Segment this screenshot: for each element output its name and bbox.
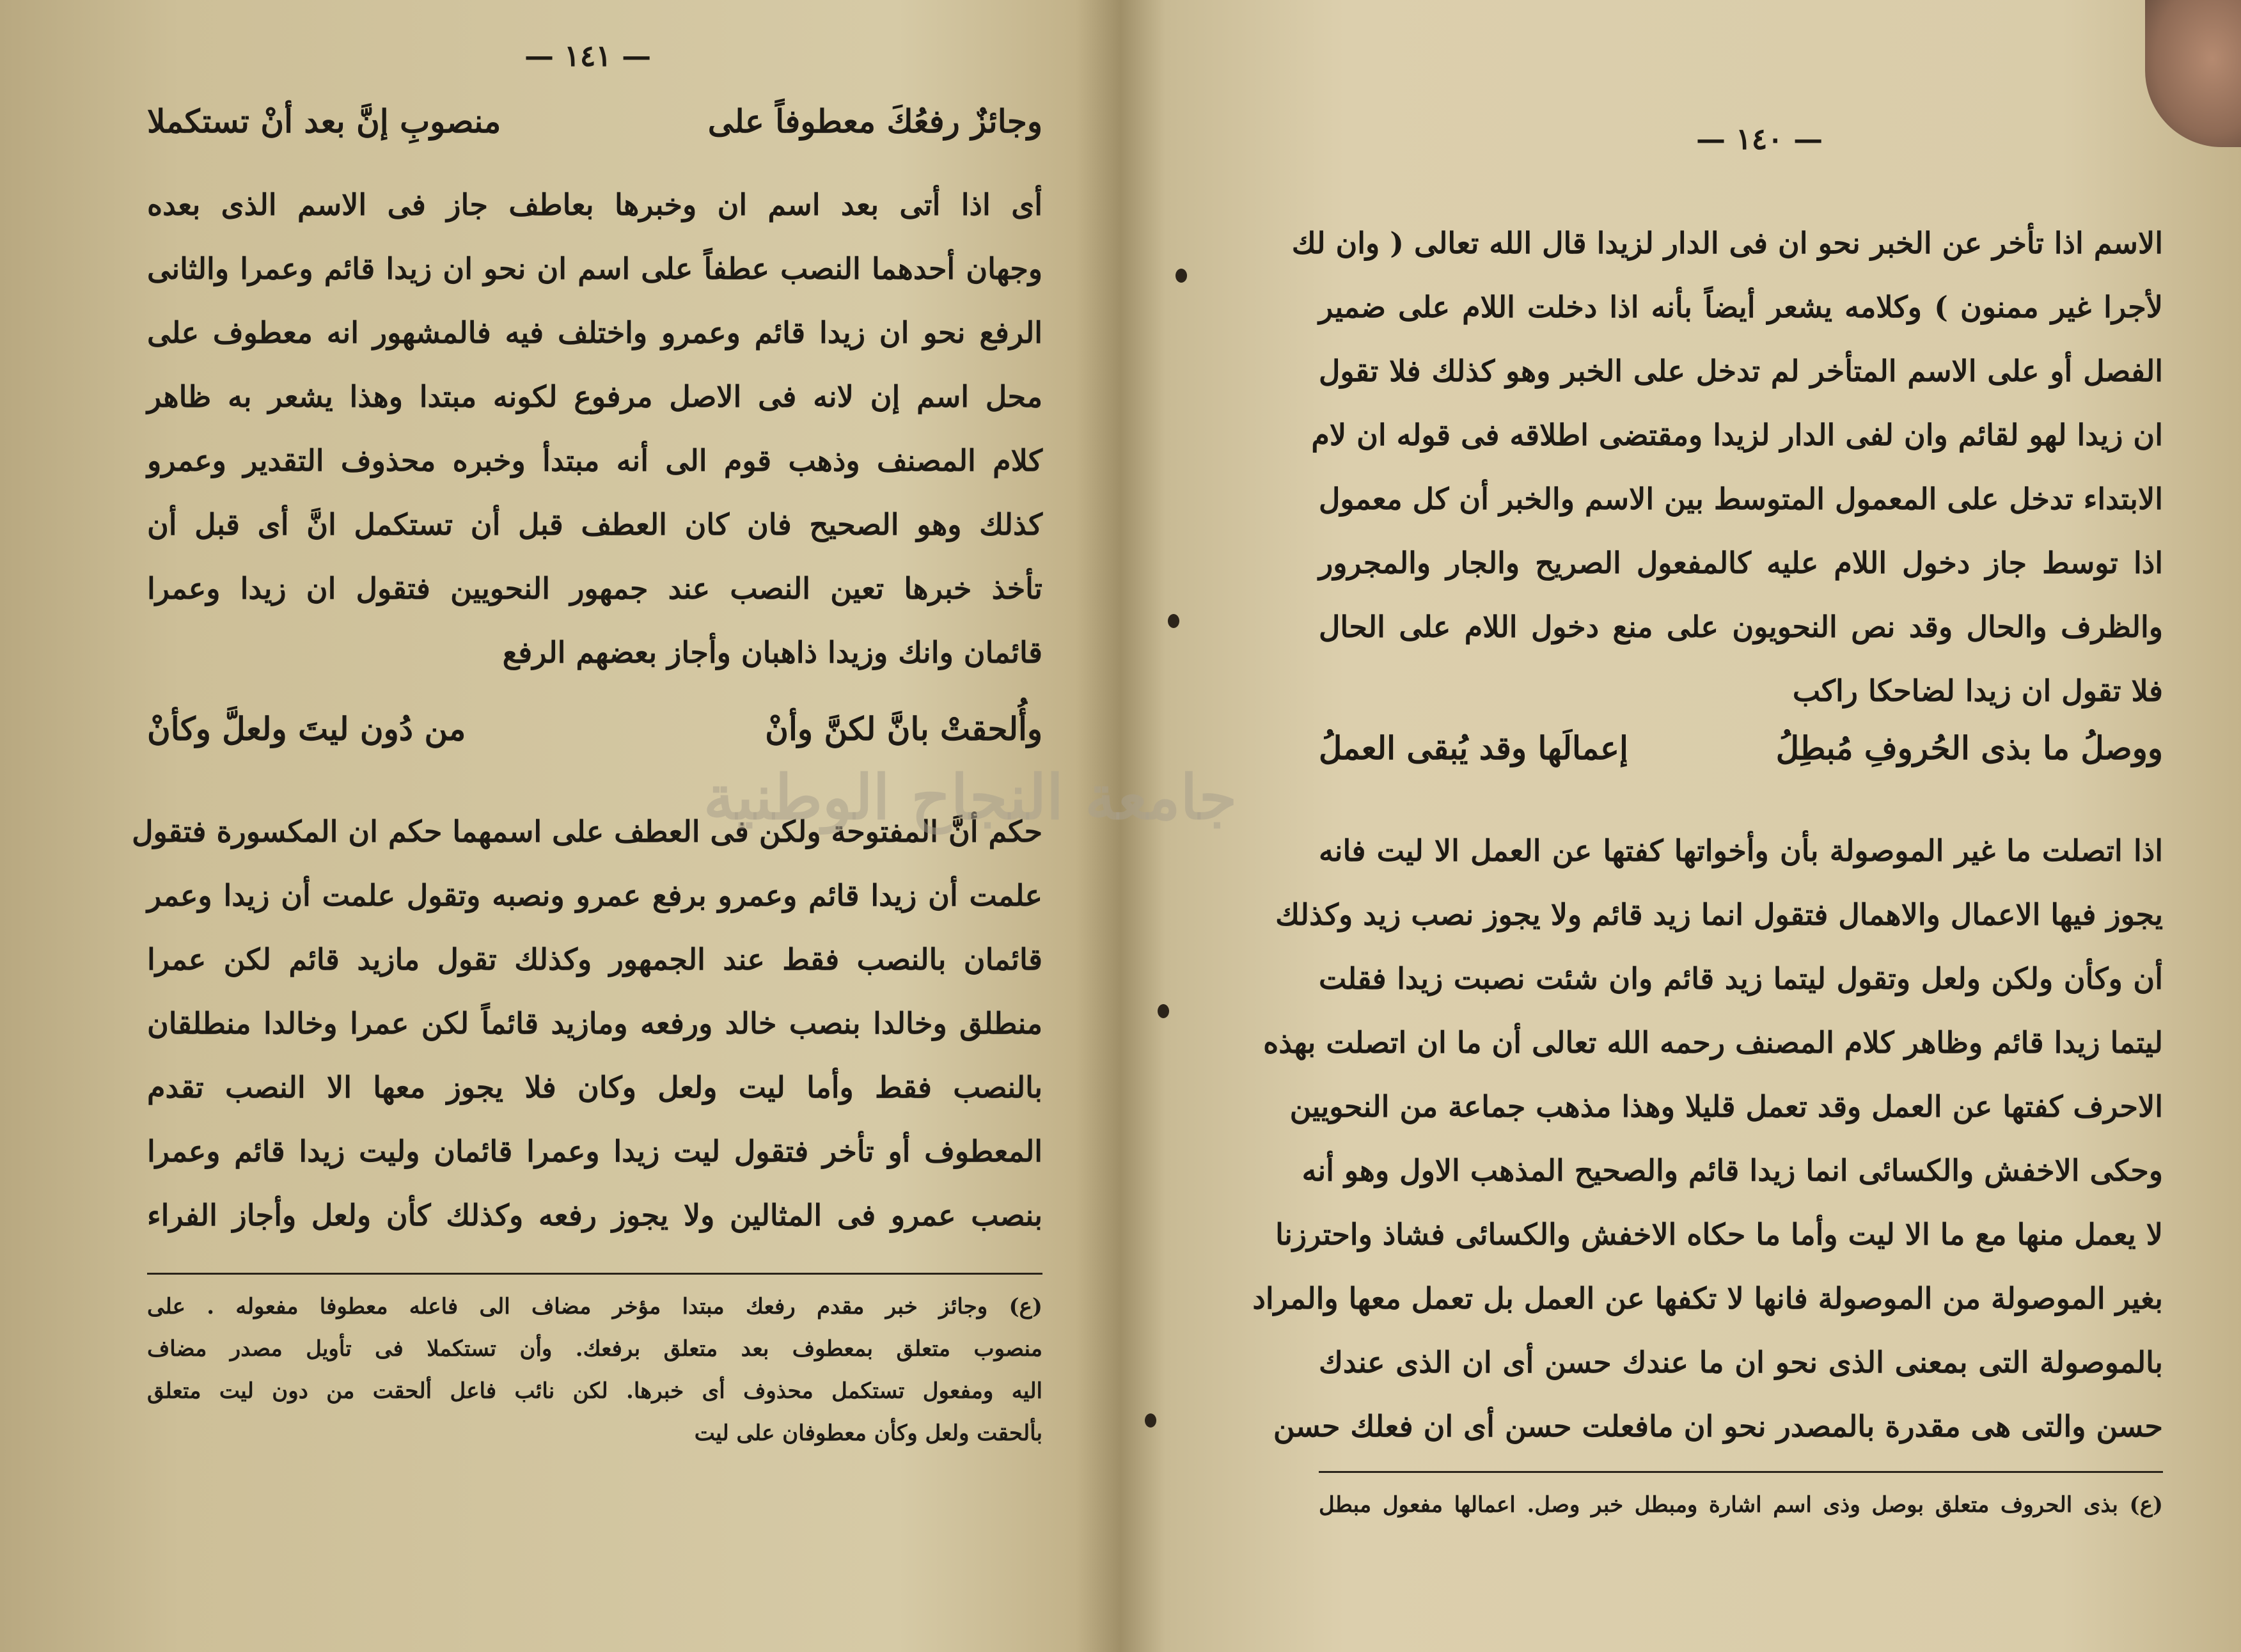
verse-2	[147, 710, 1042, 767]
verse-right-hemistich: ووصلُ ما بذى الحُروفِ مُبطِلُ	[1775, 729, 2163, 767]
text-line: حكم أنَّ المفتوحة ولكن فى العطف على اسمهما حكم ان المكسورة فتقول	[132, 814, 1042, 849]
text-line: ليتما زيدا قائم وظاهر كلام المصنف رحمه الله تعالى أن ما ان اتصلت بهذه	[1263, 1025, 2163, 1060]
verse-1-left-hemistich: منصوبِ إنَّ بعد أنْ تستكملا	[147, 102, 501, 140]
verse-2-right-hemistich: وأُلحقتْ بانَّ لكنَّ وأنْ	[765, 710, 1042, 748]
text-line: بالنصب فقط وأما ليت ولعل وكان فلا يجوز معها الا النصب تقدم	[147, 1070, 1042, 1105]
page-number: — ١٤٠ —	[1696, 122, 1823, 156]
paragraph-2	[132, 799, 1042, 1247]
footnotes	[147, 1286, 1042, 1454]
text-line: وجهان أحدهما النصب عطفاً على اسم ان نحو ان زيدا قائم وعمرا والثانى	[147, 251, 1042, 286]
text-line: كلام المصنف وذهب قوم الى أنه مبتدأ وخبره محذوف التقدير وعمرو	[147, 443, 1042, 478]
right-page	[1120, 0, 2241, 1652]
text-line: فلا تقول ان زيدا لضاحكا راكب	[1792, 673, 2163, 708]
text-line: تأخذ خبرها تعين النصب عند جمهور النحويين فتقول ان زيدا وعمرا	[147, 571, 1042, 606]
page-number: — ١٤١ —	[524, 38, 652, 73]
text-line: لا يعمل منها مع ما الا ليت وأما ما حكاه الاخفش والكسائى فشاذ واحترزنا	[1275, 1217, 2163, 1252]
text-line: أن وكأن ولكن ولعل وتقول ليتما زيد قائم وان شئت نصبت زيدا فقلت	[1319, 961, 2163, 996]
footnote-rule	[147, 1273, 1042, 1275]
text-line: بغير الموصولة من الموصولة فانها لا تكفها عن العمل بل تعمل معها والمراد	[1252, 1281, 2163, 1316]
verse-1	[147, 102, 1042, 160]
text-line: اذا توسط جاز دخول اللام عليه كالمفعول الصريح والجار والمجرور	[1319, 546, 2163, 580]
text-line: وحكى الاخفش والكسائى انما زيدا قائم والصحيح المذهب الاول وهو أنه	[1301, 1153, 2163, 1188]
text-line: الابتداء تدخل على المعمول المتوسط بين الاسم والخبر أن كل معمول	[1319, 482, 2164, 516]
text-line: يجوز فيها الاعمال والاهمال فتقول انما زيد قائم ولا يجوز نصب زيد وكذلك	[1275, 897, 2163, 932]
text-line: والظرف والحال وقد نص النحويون على منع دخول اللام على الحال	[1319, 610, 2163, 644]
text-line: ان زيدا لهو لقائم وان لفى الدار لزيدا ومقتضى اطلاقه فى قوله ان لام	[1311, 418, 2163, 452]
footnotes	[1319, 1484, 2163, 1526]
verse-left-hemistich: إعمالَها وقد يُبقى العملُ	[1319, 729, 1628, 767]
text-line: بنصب عمرو فى المثالين ولا يجوز رفعه وكذلك كأن ولعل وأجاز الفراء	[147, 1198, 1042, 1232]
watermark: جامعة النجاح الوطنية	[704, 761, 1238, 833]
footnote-line: (ع) وجائز خبر مقدم رفعك مبتدا مؤخر مضاف الى فاعله معطوفا مفعوله . على	[147, 1294, 1042, 1319]
text-line: لأجرا غير ممنون ) وكلامه يشعر أيضاً بأنه اذا دخلت اللام على ضمير	[1319, 290, 2163, 324]
text-line: قائمان وانك وزيدا ذاهبان وأجاز بعضهم الرفع	[502, 635, 1042, 670]
footnote-line: منصوب متعلق بمعطوف بعد متعلق برفعك. وأن تستكملا فى تأويل مصدر مضاف	[147, 1336, 1042, 1362]
footnote-line: اليه ومفعول تستكمل محذوف أى خبرها. لكن نائب فاعل ألحقت من دون ليت متعلق	[147, 1378, 1042, 1404]
verse-2-left-hemistich: من دُون ليتَ ولعلَّ وكأنْ	[147, 710, 466, 748]
text-line: كذلك وهو الصحيح فان كان العطف قبل أن تستكمل انَّ أى قبل أن	[147, 507, 1042, 542]
verse	[1319, 729, 2163, 787]
text-line: الرفع نحو ان زيدا قائم وعمرو واختلف فيه فالمشهور انه معطوف على	[147, 315, 1042, 350]
text-line: الاسم اذا تأخر عن الخبر نحو ان فى الدار لزيدا قال الله تعالى ( وان لك	[1291, 226, 2163, 260]
footnote-rule	[1319, 1471, 2163, 1473]
footnote-line: بألحقت ولعل وكأن معطوفان على ليت	[694, 1420, 1042, 1446]
verse-1-right-hemistich: وجائزٌ رفعُكَ معطوفاً على	[707, 102, 1042, 140]
paragraph-2	[1252, 819, 2163, 1458]
text-line: بالموصولة التى بمعنى الذى نحو ان ما عندك حسن أى ان الذى عندك	[1319, 1345, 2163, 1380]
paragraph-1	[147, 173, 1042, 684]
text-line: محل اسم إن لانه فى الاصل مرفوع لكونه مبتدا وهذا يشعر به ظاهر	[147, 379, 1042, 414]
text-line: الفصل أو على الاسم المتأخر لم تدخل على الخبر وهو كذلك فلا تقول	[1319, 354, 2163, 388]
text-line: حسن والتى هى مقدرة بالمصدر نحو ان مافعلت حسن أى ان فعلك حسن	[1273, 1409, 2163, 1444]
paragraph-1	[1291, 211, 2164, 723]
text-line: أى اذا أتى بعد اسم ان وخبرها بعاطف جاز فى الاسم الذى بعده	[147, 187, 1042, 222]
text-line: الاحرف كفتها عن العمل وقد تعمل قليلا وهذا مذهب جماعة من النحويين	[1289, 1089, 2163, 1124]
text-line: المعطوف أو تأخر فتقول ليت زيدا وعمرا قائمان وليت زيدا قائم وعمرا	[147, 1134, 1042, 1168]
text-line: اذا اتصلت ما غير الموصولة بأن وأخواتها كفتها عن العمل الا ليت فانه	[1319, 833, 2163, 868]
footnote-line: (ع) بذى الحروف متعلق بوصل وذى اسم اشارة ومبطل خبر وصل. اعمالها مفعول مبطل	[1319, 1492, 2163, 1518]
text-line: منطلق وخالدا بنصب خالد ورفعه ومازيد قائماً لكن عمرا وخالدا منطلقان	[147, 1006, 1042, 1041]
text-line: قائمان بالنصب فقط عند الجمهور وكذلك تقول مازيد قائم لكن عمرا	[147, 942, 1042, 977]
text-line: علمت أن زيدا قائم وعمرو برفع عمرو ونصبه وتقول علمت أن زيدا وعمر	[147, 878, 1042, 913]
